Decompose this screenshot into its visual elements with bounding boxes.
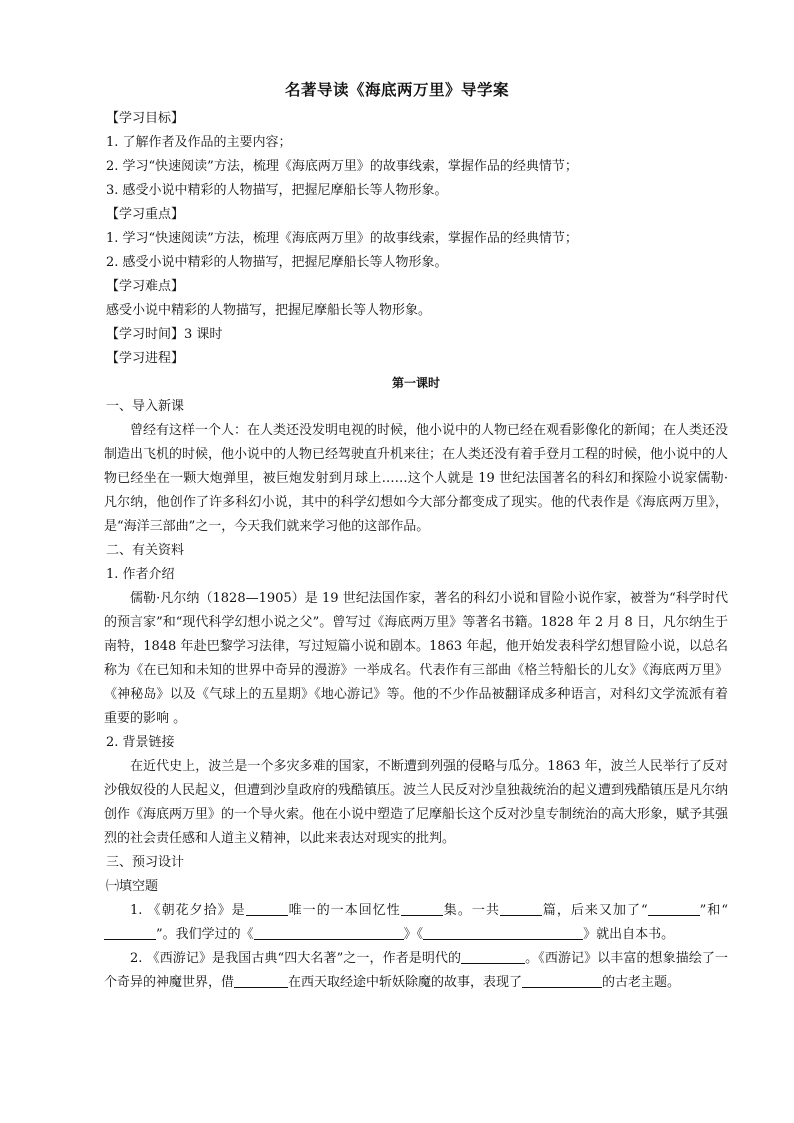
goals-heading: 【学习目标】 — [106, 111, 185, 126]
answer-blank[interactable] — [254, 925, 404, 940]
difficulties-text: 感受小说中精彩的人物描写，把握尼摩船长等人物形象。 — [106, 303, 432, 318]
author-intro-heading: 1. 作者介绍 — [106, 567, 175, 582]
lesson-title: 第一课时 — [391, 376, 440, 390]
question-text: 的古老主题。 — [602, 975, 681, 990]
question-text: 集。一共 — [442, 903, 500, 918]
answer-blank[interactable] — [246, 901, 288, 916]
answer-blank[interactable] — [423, 925, 583, 940]
question-text: 》就出自本书。 — [583, 927, 675, 942]
goal-item: 2. 学习“快速阅读”方法，梳理《海底两万里》的故事线索，掌握作品的经典情节； — [106, 159, 578, 174]
question-text: 》《 — [403, 927, 424, 942]
answer-blank[interactable] — [401, 901, 443, 916]
key-points-heading: 【学习重点】 — [106, 207, 185, 222]
answer-blank[interactable] — [648, 901, 700, 916]
difficulties-heading: 【学习难点】 — [106, 279, 185, 294]
process-heading: 【学习进程】 — [106, 351, 185, 366]
answer-blank[interactable] — [522, 973, 602, 988]
section1-text: 曾经有这样一个人：在人类还没发明电视的时候，他小说中的人物已经在观看影像化的新闻；在人类还没制造出飞机的时候，他小说中的人物已经驾驶直升机来往；在人类还没有着手登月工程的时候，他小说中的人物已经坐在一颗大炮弹里，被巨炮发射到月球上……这个人就是 19 世纪法国著名的科幻和探险小说家儒勒·凡尔纳，他创作了许多科幻小说，其中的科学幻想如今大部分都变成了现实。他的代表作是《海底两万里》，是“海洋三部曲”之一，今天我们就来学习他的这部作品。 — [104, 423, 729, 534]
section3-heading: 三、预习设计 — [106, 855, 185, 870]
goal-item: 1. 了解作者及作品的主要内容； — [106, 135, 292, 150]
question-2 — [104, 947, 728, 995]
key-point-item: 2. 感受小说中精彩的人物描写，把握尼摩船长等人物形象。 — [106, 255, 448, 270]
question-text: 2. 《西游记》是我国古典“四大名著”之一，作者是明代的 — [130, 951, 462, 966]
question-text: 篇，后来又加了“ — [541, 903, 648, 918]
question-1 — [104, 899, 728, 947]
answer-blank[interactable] — [104, 925, 156, 940]
document-title: 名著导读《海底两万里》导学案 — [284, 81, 509, 99]
question-text: ”和“ — [699, 903, 728, 918]
section1-heading: 一、导入新课 — [106, 399, 185, 414]
background-heading: 2. 背景链接 — [106, 735, 175, 750]
document-body — [104, 107, 728, 995]
question-text: ”。我们学过的《 — [156, 927, 254, 942]
key-point-item: 1. 学习“快速阅读”方法，梳理《海底两万里》的故事线索，掌握作品的经典情节； — [106, 231, 578, 246]
goal-item: 3. 感受小说中精彩的人物描写，把握尼摩船长等人物形象。 — [106, 183, 448, 198]
answer-blank[interactable] — [500, 901, 542, 916]
author-intro-text: 儒勒·凡尔纳（1828—1905）是 19 世纪法国作家，著名的科幻小说和冒险小说作家，被誉为“科学时代的预言家”和“现代科学幻想小说之父”。曾写过《海底两万里》等著名书籍。1828 年 2 月 8 日，凡尔纳生于南特，1848 年赴巴黎学习法律，写过短篇小说和剧本。1863 年起，他开始发表科学幻想冒险小说，以总名称为《在已知和未知的世界中奇异的漫游》一举成名。代表作有三部曲《格兰特船长的儿女》《海底两万里》《神秘岛》以及《气球上的五星期》《地心游记》等。他的不少作品被翻译成多种语言，对科幻文学流派有着重要的影响 。 — [104, 591, 728, 726]
answer-blank[interactable] — [461, 949, 525, 964]
question-text: 在西天取经途中斩妖除魔的故事，表现了 — [288, 975, 523, 990]
fill-blank-heading: ㈠填空题 — [106, 879, 159, 894]
question-text: 1. 《朝花夕拾》是 — [130, 903, 246, 918]
section2-heading: 二、有关资料 — [106, 543, 185, 558]
study-time: 【学习时间】3 课时 — [106, 327, 223, 342]
answer-blank[interactable] — [234, 973, 288, 988]
background-text: 在近代史上，波兰是一个多灾多难的国家，不断遭到列强的侵略与瓜分。1863 年，波兰人民举行了反对沙俄奴役的人民起义，但遭到沙皇政府的残酷镇压。波兰人民反对沙皇独裁统治的起义遭到残酷镇压是凡尔纳创作《海底两万里》的一个导火索。他在小说中塑造了尼摩船长这个反对沙皇专制统治的高大形象，赋予其强烈的社会责任感和人道主义精神，以此来表达对现实的批判。 — [104, 759, 729, 846]
question-text: 唯一的一本回忆性 — [287, 903, 401, 918]
question-text: 。《西游记》以丰富的想象描绘了一个奇异的神魔世界，借 — [104, 951, 728, 990]
